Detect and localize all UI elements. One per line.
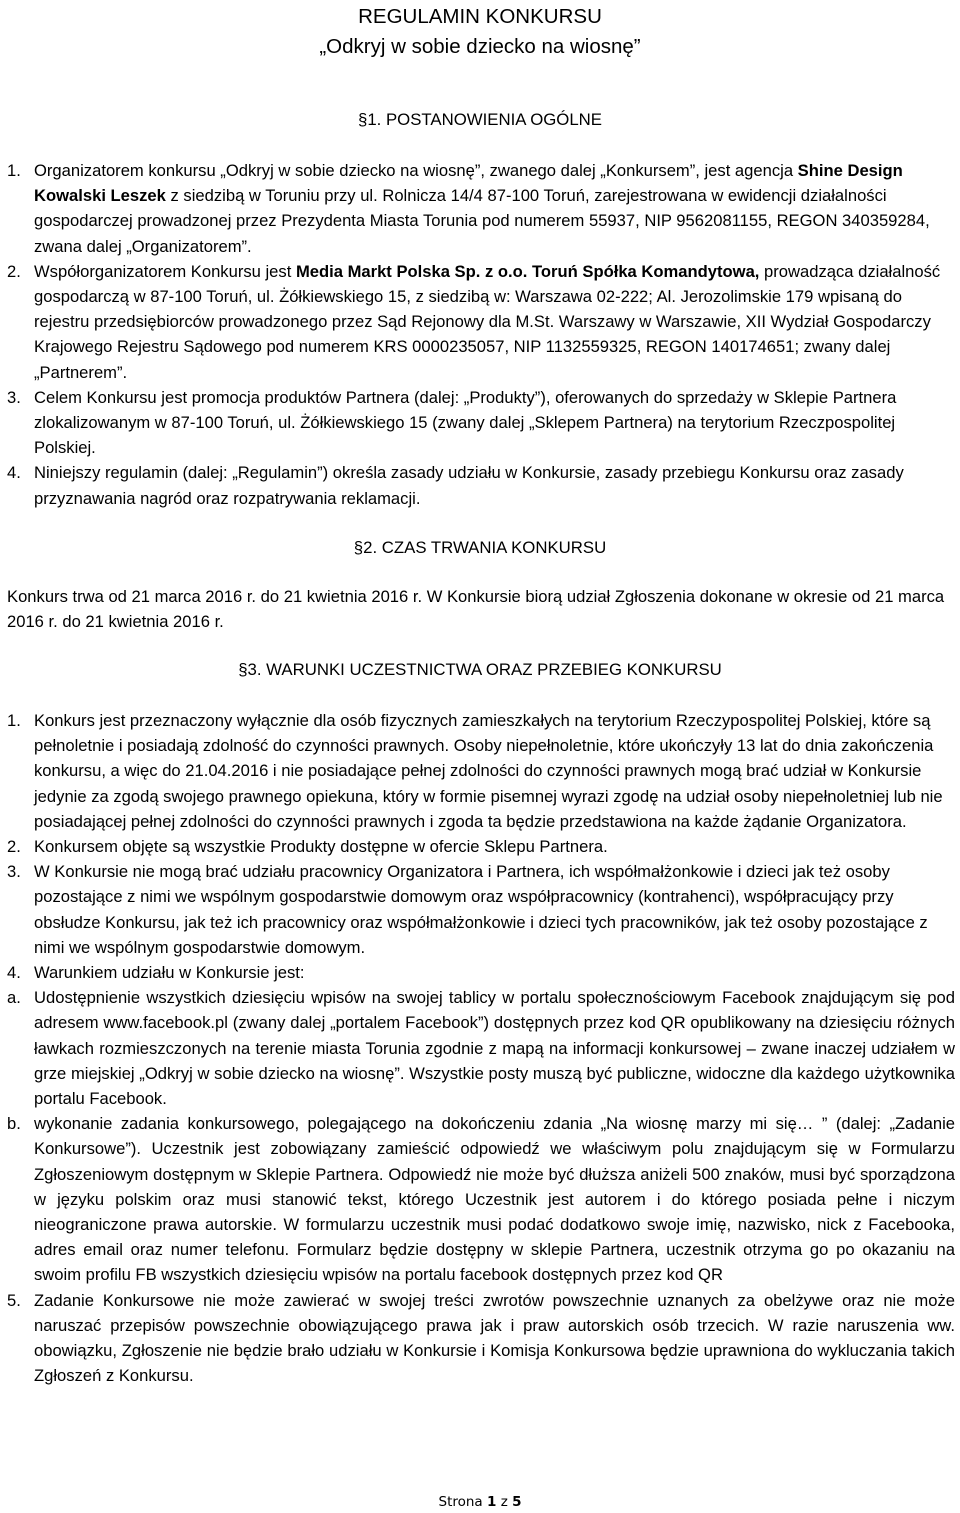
list-item bbox=[7, 859, 955, 960]
section-1-body bbox=[7, 158, 955, 511]
item-letter: b. bbox=[7, 1114, 21, 1134]
item-number: 3. bbox=[7, 862, 21, 882]
company-name: Shine Design Kowalski Leszek bbox=[34, 161, 903, 206]
item-text bbox=[34, 262, 940, 382]
item-text: Niniejszy regulamin (dalej: „Regulamin”) określa zasady udziału w Konkursie, zasady przebiegu Konkursu oraz zasady przyznawania nagród oraz rozpatrywania reklamacji. bbox=[34, 463, 904, 508]
item-text: Konkursem objęte są wszystkie Produkty dostępne w ofercie Sklepu Partnera. bbox=[34, 837, 608, 857]
list-item bbox=[7, 385, 955, 461]
item-number: 1. bbox=[7, 161, 21, 180]
item-text: Zadanie Konkursowe nie może zawierać w swojej treści zwrotów powszechnie uznanych za obelżywe oraz nie może naruszać przepisów powszechnie obowiązującego prawa jak i praw autorskich osób trzecich. W razie naruszenia ww. obowiązku, Zgłoszenie nie będzie brało udziału w Konkursie i Komisja Konkursowa będzie uprawniona do wykluczania takich Zgłoszeń z Konkursu. bbox=[34, 1290, 955, 1386]
item-number: 4. bbox=[7, 963, 21, 983]
document-subtitle: „Odkryj w sobie dziecko na wiosnę” bbox=[319, 35, 641, 58]
section-3-heading: §3. WARUNKI UCZESTNICTWA ORAZ PRZEBIEG KONKURSU bbox=[238, 660, 722, 679]
item-text: Konkurs jest przeznaczony wyłącznie dla osób fizycznych zamieszkałych na terytorium Rzeczypospolitej Polskiej, które są pełnoletnie i posiadają zdolność do czynności prawnych. Osoby niepełnoletnie, które ukończyły 13 lat do dnia zakończenia konkursu, a więc do 21.04.2016 i nie posiadające pełnej zdolności do czynności prawnych mogą brać udział w Konkursie jedynie za zgodą swojego prawnego opiekuna, który w formie pisemnej wyrazi zgodę na udział osoby niepełnoletniej lub nie posiadającej pełnej zdolności do czynności prawnych i zgoda ta będzie przedstawiona na każde żądanie Organizatora. bbox=[34, 711, 943, 831]
partner-name: Media Markt Polska Sp. z o.o. Toruń Spółka Komandytowa, bbox=[295, 261, 760, 281]
sub-list-item bbox=[7, 1111, 955, 1287]
section-2-heading: §2. CZAS TRWANIA KONKURSU bbox=[353, 538, 607, 557]
item-number: 5. bbox=[7, 1290, 21, 1310]
item-text: wykonanie zadania konkursowego, polegającego na dokończeniu zdania „Na wiosnę marzy mi się… ” (dalej: „Zadanie Konkursowe”). Uczestnik jest zobowiązany zamieścić odpowiedź we właściwym polu znajdującym się w Formularzu Zgłoszeniowym dostępnym w Sklepie Partnera. Odpowiedź nie może być dłuższa aniżeli 500 znaków, musi być sporządzona w języku polskim oraz musi stanowić tekst, którego Uczestnik jest autorem i do którego posiada pełne i niczym nieograniczone prawa autorskie. W formularzu uczestnik musi podać dodatkowo swoje imię, nazwisko, nick z Facebooka, adres email oraz numer telefonu. Formularz będzie dostępny w sklepie Partnera, uczestnik otrzyma go po okazaniu na swoim profilu FB wszystkich dziesięciu wpisów na portalu facebook dostępnych przez kod QR bbox=[34, 1114, 955, 1285]
item-text-part: z siedzibą w Toruniu przy ul. Rolnicza 14/4 87-100 Toruń, zarejestrowana w ewidencji działalności gospodarczej prowadzonej przez Prezydenta Miasta Torunia pod numerem 55937, NIP 9562081155, REGON 340359284, zwana dalej „Organizatorem”. bbox=[34, 186, 930, 256]
section-3-body bbox=[7, 708, 955, 1388]
item-number: 1. bbox=[7, 711, 21, 730]
item-text: Udostępnienie wszystkich dziesięciu wpisów na swojej tablicy w portalu społecznościowym Facebook znajdującym się pod adresem www.facebook.pl (zwany dalej „portalem Facebook”) dostępnych przez kod QR opublikowany na dziesięciu różnych ławkach rozmieszczonych na terenie miasta Torunia zgodnie z mapą na informacji konkursowej – zwane inaczej udziałem w grze miejskiej „Odkryj w sobie dziecko na wiosnę”. Wszystkie posty muszą być publiczne, widoczne dla każdego użytkownika portalu Facebook. bbox=[34, 988, 955, 1109]
section-2-body: Konkurs trwa od 21 marca 2016 r. do 21 kwietnia 2016 r. W Konkursie biorą udział Zgłoszenia dokonane w okresie od 21 marca 2016 r. do 21 kwietnia 2016 r. bbox=[7, 587, 945, 632]
item-text: W Konkursie nie mogą brać udziału pracownicy Organizatora i Partnera, ich współmałżonkowie i dzieci jak też osoby pozostające z nimi we wspólnym gospodarstwie domowym oraz współpracownicy (kontrahenci), współpracujący przy obsłudze Konkursu, jak też ich pracownicy oraz współmałżonkowie i dzieci tych pracowników, jak też osoby pozostające z nimi we wspólnym gospodarstwie domowym. bbox=[34, 862, 928, 957]
page-total: 5 bbox=[512, 1494, 522, 1510]
list-item bbox=[7, 1288, 955, 1389]
list-item bbox=[7, 834, 955, 859]
list-item bbox=[7, 158, 955, 259]
document-title: REGULAMIN KONKURSU bbox=[358, 5, 602, 28]
item-text bbox=[34, 161, 930, 256]
list-item bbox=[7, 960, 955, 985]
footer-prefix: Strona bbox=[438, 1494, 487, 1510]
item-text-part: Współorganizatorem Konkursu jest bbox=[34, 261, 296, 281]
list-item bbox=[7, 460, 955, 510]
sub-list-item bbox=[7, 985, 955, 1111]
item-text: Celem Konkursu jest promocja produktów Partnera (dalej: „Produkty”), oferowanych do sprzedaży w Sklepie Partnera zlokalizowanym w 87-100 Toruń, ul. Żółkiewskiego 15 (zwany dalej „Sklepem Partnera) na terytorium Rzeczpospolitej Polskiej. bbox=[34, 387, 897, 458]
page-number: 1 bbox=[487, 1494, 497, 1510]
item-letter: a. bbox=[7, 988, 21, 1008]
item-text-part: Organizatorem konkursu „Odkryj w sobie dziecko na wiosnę”, zwanego dalej „Konkursem”, jest agencja bbox=[34, 161, 798, 180]
item-number: 2. bbox=[7, 837, 21, 857]
item-text: Warunkiem udziału w Konkursie jest: bbox=[34, 963, 305, 983]
item-number: 3. bbox=[7, 387, 21, 407]
item-number: 2. bbox=[7, 261, 21, 281]
item-text-part: prowadząca działalność gospodarczą w 87-100 Toruń, ul. Żółkiewskiego 15, z siedzibą w: Warszawa 02-222; Al. Jerozolimskie 179 wpisaną do rejestru przedsiębiorców prowadzonego przez Sąd Rejonowy dla M.St. Warszawy w Warszawie, XII Wydział Gospodarczy Krajowego Rejestru Sądowego pod numerem KRS 0000235057, NIP 1132559325, REGON 140174651; zwany dalej „Partnerem”. bbox=[34, 261, 941, 382]
list-item bbox=[7, 708, 955, 834]
footer-sep: z bbox=[496, 1494, 513, 1510]
page-footer bbox=[0, 1494, 960, 1510]
section-1-heading: §1. POSTANOWIENIA OGÓLNE bbox=[357, 110, 602, 129]
list-item bbox=[7, 259, 955, 385]
title-block bbox=[0, 2, 960, 62]
item-number: 4. bbox=[7, 463, 21, 483]
